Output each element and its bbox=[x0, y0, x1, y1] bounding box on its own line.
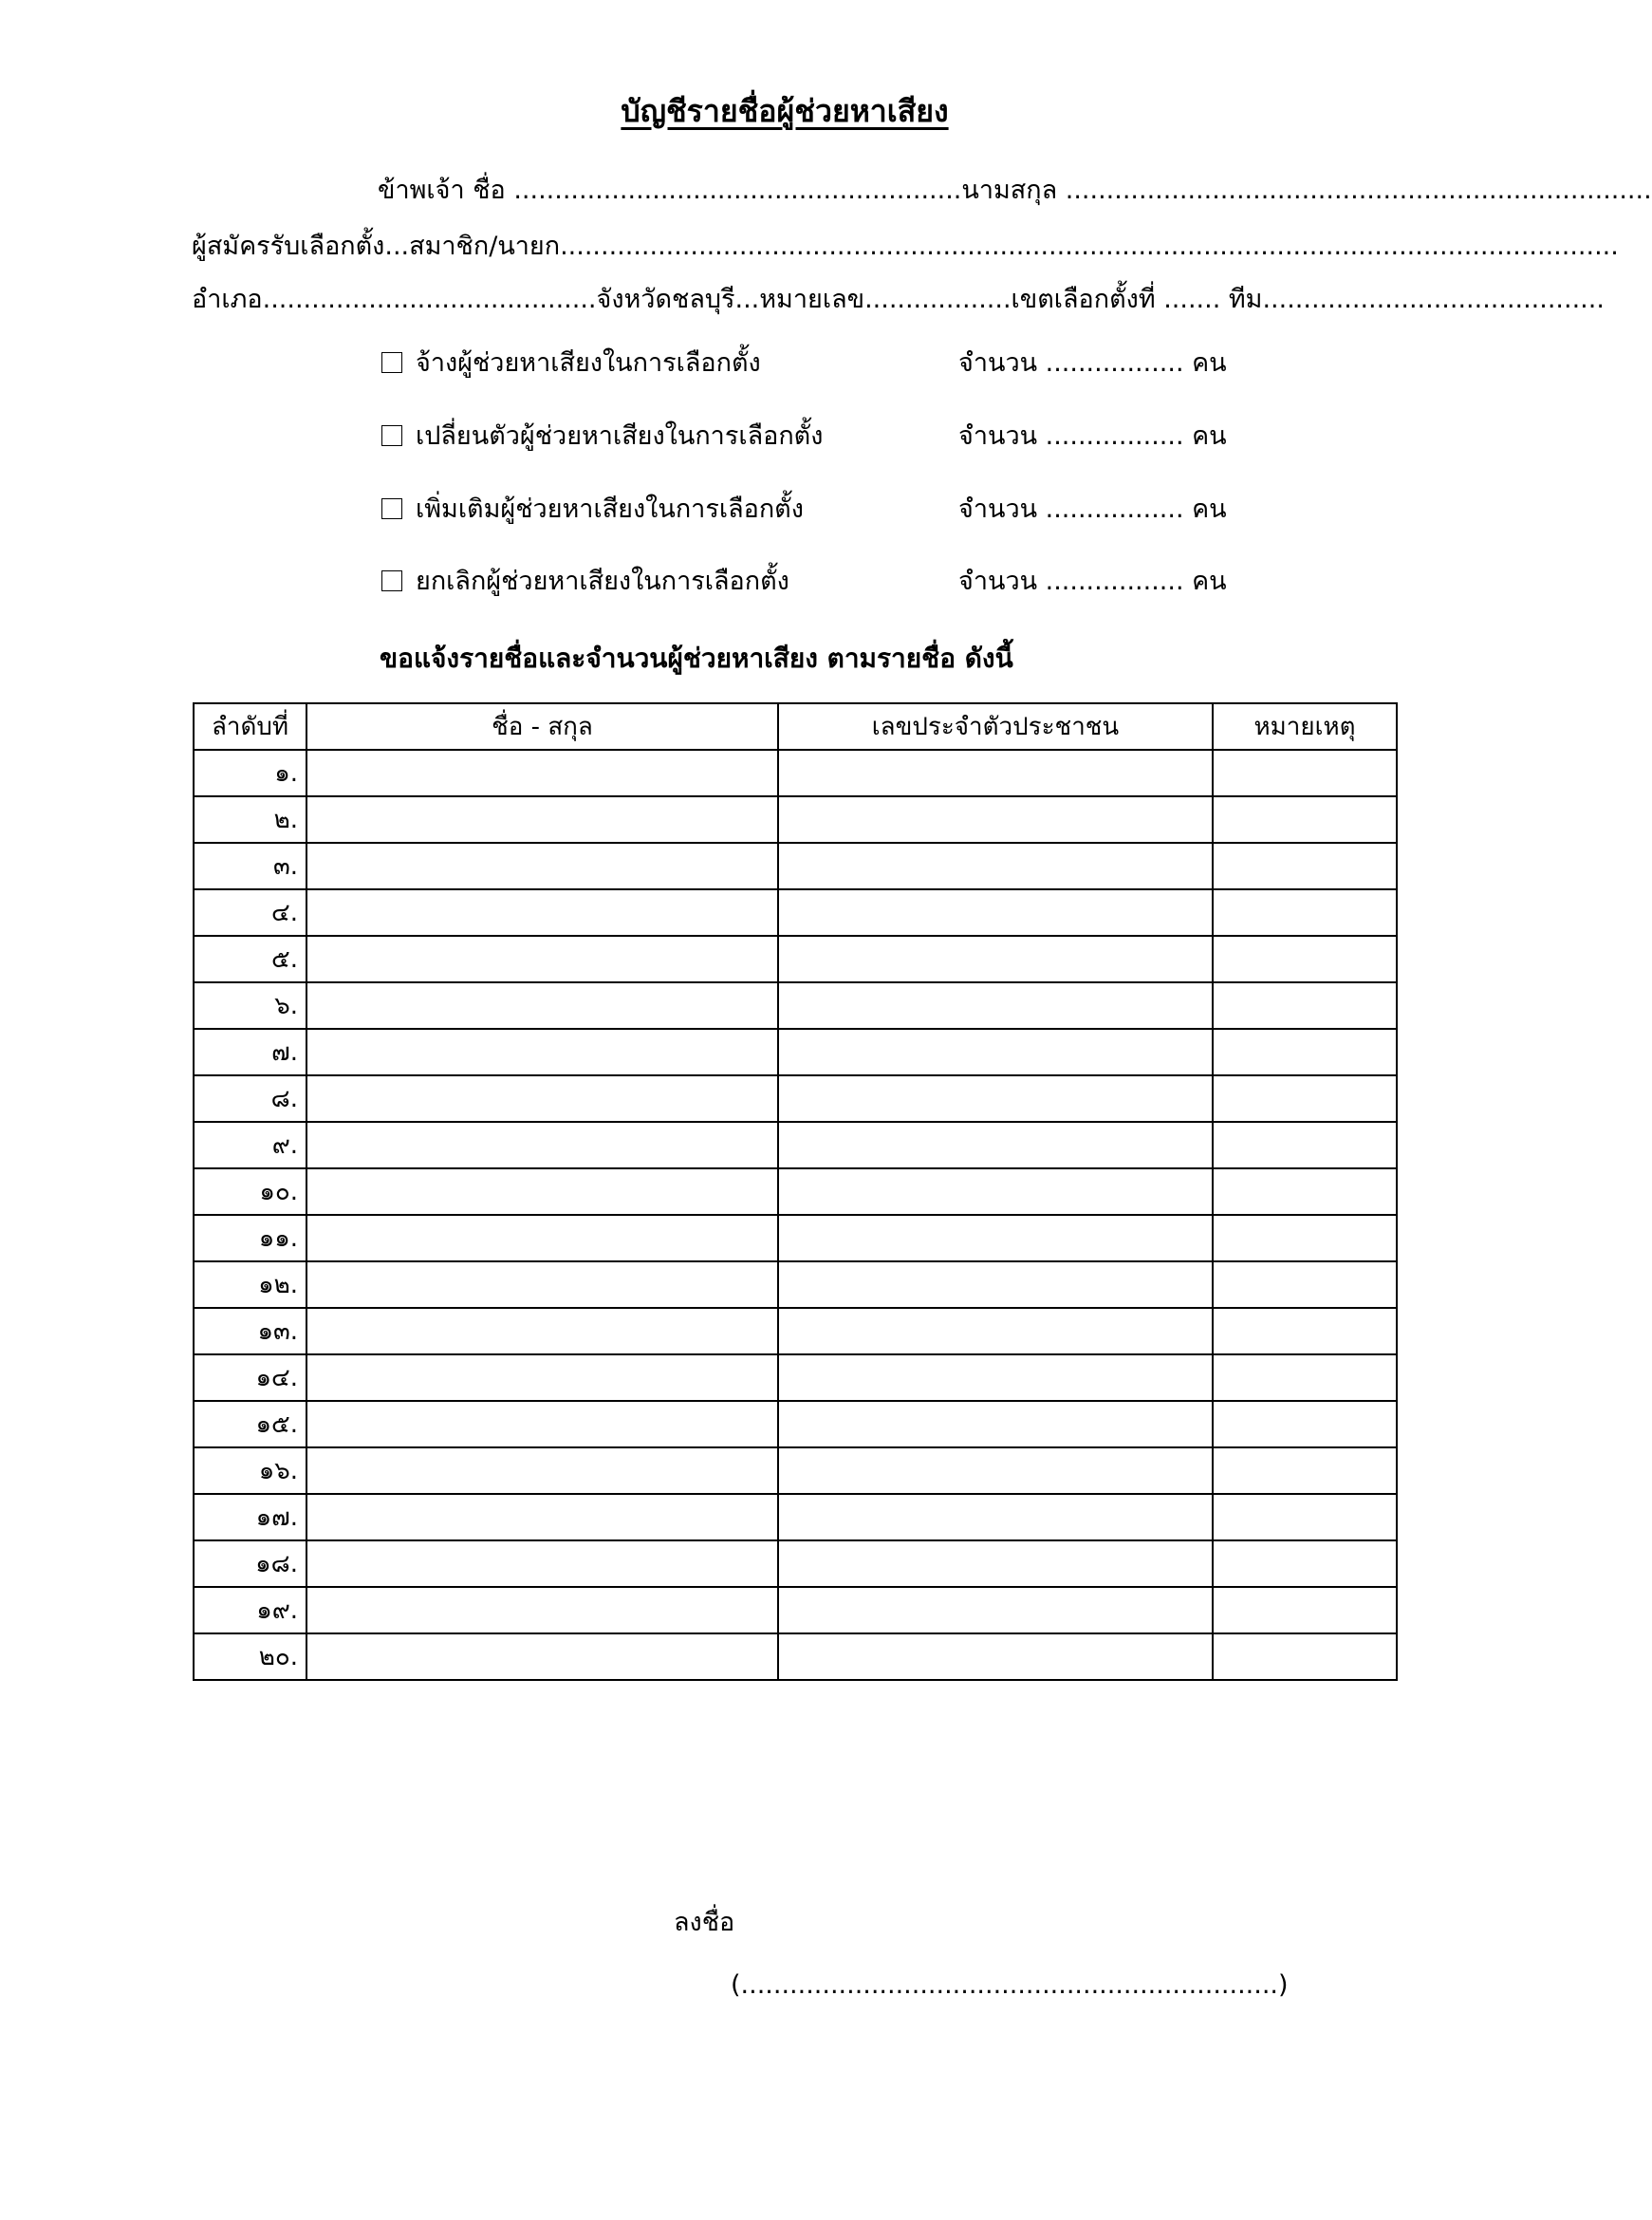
remarks-cell[interactable] bbox=[1213, 1029, 1397, 1075]
id-number-cell[interactable] bbox=[778, 936, 1213, 982]
district-province-line: อำเภอ.........................................จังหวัดชลบุรี...หมายเลข..................เขตเลือกตั้งที่ ....... ทีม.......................................... bbox=[192, 285, 1605, 314]
id-number-cell[interactable] bbox=[778, 1168, 1213, 1215]
id-number-cell[interactable] bbox=[778, 982, 1213, 1029]
row-number: ๑. bbox=[194, 750, 306, 796]
table-row bbox=[194, 843, 1397, 889]
table-row bbox=[194, 750, 1397, 796]
remarks-cell[interactable] bbox=[1213, 1494, 1397, 1540]
table-row bbox=[194, 1447, 1397, 1494]
id-number-cell[interactable] bbox=[778, 750, 1213, 796]
name-cell[interactable] bbox=[306, 1168, 778, 1215]
table-row bbox=[194, 1354, 1397, 1401]
remarks-cell[interactable] bbox=[1213, 1168, 1397, 1215]
name-cell[interactable] bbox=[306, 1122, 778, 1168]
row-number: ๔. bbox=[194, 889, 306, 936]
row-number: ๑๓. bbox=[194, 1308, 306, 1354]
remarks-cell[interactable] bbox=[1213, 889, 1397, 936]
name-cell[interactable] bbox=[306, 1540, 778, 1587]
table-row bbox=[194, 1029, 1397, 1075]
notice-heading: ขอแจ้งรายชื่อและจำนวนผู้ช่วยหาเสียง ตามรายชื่อ ดังนี้ bbox=[380, 643, 1013, 674]
table-row bbox=[194, 1308, 1397, 1354]
row-number: ๑๒. bbox=[194, 1261, 306, 1308]
table-row bbox=[194, 1633, 1397, 1680]
option-add[interactable] bbox=[381, 488, 804, 529]
remarks-cell[interactable] bbox=[1213, 1308, 1397, 1354]
remarks-cell[interactable] bbox=[1213, 843, 1397, 889]
candidate-position-line: ผู้สมัครรับเลือกตั้ง...สมาชิก/นายก.................................................................................................................................. bbox=[192, 232, 1619, 261]
header-remarks: หมายเหตุ bbox=[1213, 703, 1397, 750]
id-number-cell[interactable] bbox=[778, 1354, 1213, 1401]
row-number: ๑๖. bbox=[194, 1447, 306, 1494]
remarks-cell[interactable] bbox=[1213, 1354, 1397, 1401]
table-row bbox=[194, 1261, 1397, 1308]
id-number-cell[interactable] bbox=[778, 796, 1213, 843]
checkbox-icon[interactable] bbox=[381, 352, 402, 373]
remarks-cell[interactable] bbox=[1213, 1215, 1397, 1261]
table-row bbox=[194, 1122, 1397, 1168]
table-row bbox=[194, 936, 1397, 982]
id-number-cell[interactable] bbox=[778, 1540, 1213, 1587]
id-number-cell[interactable] bbox=[778, 1494, 1213, 1540]
name-cell[interactable] bbox=[306, 1587, 778, 1633]
id-number-cell[interactable] bbox=[778, 1401, 1213, 1447]
id-number-cell[interactable] bbox=[778, 1215, 1213, 1261]
row-number: ๘. bbox=[194, 1075, 306, 1122]
remarks-cell[interactable] bbox=[1213, 1633, 1397, 1680]
row-number: ๑๙. bbox=[194, 1587, 306, 1633]
table-row bbox=[194, 1540, 1397, 1587]
row-number: ๓. bbox=[194, 843, 306, 889]
name-cell[interactable] bbox=[306, 889, 778, 936]
row-number: ๑๐. bbox=[194, 1168, 306, 1215]
row-number: ๒. bbox=[194, 796, 306, 843]
row-number: ๑๘. bbox=[194, 1540, 306, 1587]
assistant-roster-table bbox=[193, 702, 1398, 1681]
row-number: ๖. bbox=[194, 982, 306, 1029]
option-cancel-quantity: จำนวน ................. คน bbox=[958, 567, 1227, 596]
signature-label: ลงชื่อ bbox=[674, 1908, 735, 1937]
name-cell[interactable] bbox=[306, 1308, 778, 1354]
table-row bbox=[194, 982, 1397, 1029]
name-cell[interactable] bbox=[306, 982, 778, 1029]
row-number: ๒๐. bbox=[194, 1633, 306, 1680]
table-row bbox=[194, 1215, 1397, 1261]
id-number-cell[interactable] bbox=[778, 1447, 1213, 1494]
name-cell[interactable] bbox=[306, 1215, 778, 1261]
table-row bbox=[194, 796, 1397, 843]
name-cell[interactable] bbox=[306, 843, 778, 889]
id-number-cell[interactable] bbox=[778, 1122, 1213, 1168]
remarks-cell[interactable] bbox=[1213, 1447, 1397, 1494]
id-number-cell[interactable] bbox=[778, 1308, 1213, 1354]
remarks-cell[interactable] bbox=[1213, 1261, 1397, 1308]
option-label: เพิ่มเติมผู้ช่วยหาเสียงในการเลือกตั้ง bbox=[416, 494, 804, 524]
name-cell[interactable] bbox=[306, 936, 778, 982]
row-number: ๑๕. bbox=[194, 1401, 306, 1447]
remarks-cell[interactable] bbox=[1213, 1587, 1397, 1633]
name-cell[interactable] bbox=[306, 1029, 778, 1075]
checkbox-icon[interactable] bbox=[381, 425, 402, 446]
option-label: เปลี่ยนตัวผู้ช่วยหาเสียงในการเลือกตั้ง bbox=[416, 421, 824, 451]
applicant-name-line: ข้าพเจ้า ชื่อ .......................................................นามสกุล ........................................................................ bbox=[378, 176, 1652, 205]
signature-name-line: (..................................................................) bbox=[731, 1970, 1289, 2000]
document-title: บัญชีรายชื่อผู้ช่วยหาเสียง bbox=[621, 93, 949, 129]
option-cancel[interactable] bbox=[381, 560, 789, 601]
remarks-cell[interactable] bbox=[1213, 796, 1397, 843]
id-number-cell[interactable] bbox=[778, 1633, 1213, 1680]
name-cell[interactable] bbox=[306, 1261, 778, 1308]
remarks-cell[interactable] bbox=[1213, 750, 1397, 796]
remarks-cell[interactable] bbox=[1213, 982, 1397, 1029]
table-row bbox=[194, 1168, 1397, 1215]
name-cell[interactable] bbox=[306, 1633, 778, 1680]
remarks-cell[interactable] bbox=[1213, 1122, 1397, 1168]
name-cell[interactable] bbox=[306, 796, 778, 843]
name-cell[interactable] bbox=[306, 1401, 778, 1447]
row-number: ๑๑. bbox=[194, 1215, 306, 1261]
option-label: จ้างผู้ช่วยหาเสียงในการเลือกตั้ง bbox=[416, 348, 761, 378]
table-row bbox=[194, 1494, 1397, 1540]
checkbox-icon[interactable] bbox=[381, 570, 402, 591]
table-row bbox=[194, 889, 1397, 936]
remarks-cell[interactable] bbox=[1213, 1401, 1397, 1447]
table-row bbox=[194, 1401, 1397, 1447]
header-full-name: ชื่อ - สกุล bbox=[306, 703, 778, 750]
option-replace[interactable] bbox=[381, 415, 823, 456]
header-order: ลำดับที่ bbox=[194, 703, 306, 750]
header-id-number: เลขประจำตัวประชาชน bbox=[778, 703, 1213, 750]
id-number-cell[interactable] bbox=[778, 1587, 1213, 1633]
row-number: ๑๗. bbox=[194, 1494, 306, 1540]
row-number: ๕. bbox=[194, 936, 306, 982]
option-replace-quantity: จำนวน ................. คน bbox=[958, 421, 1227, 451]
remarks-cell[interactable] bbox=[1213, 1540, 1397, 1587]
table-row bbox=[194, 1075, 1397, 1122]
remarks-cell[interactable] bbox=[1213, 936, 1397, 982]
name-cell[interactable] bbox=[306, 1447, 778, 1494]
id-number-cell[interactable] bbox=[778, 889, 1213, 936]
option-label: ยกเลิกผู้ช่วยหาเสียงในการเลือกตั้ง bbox=[416, 567, 789, 596]
id-number-cell[interactable] bbox=[778, 1261, 1213, 1308]
name-cell[interactable] bbox=[306, 1494, 778, 1540]
row-number: ๑๔. bbox=[194, 1354, 306, 1401]
table-row bbox=[194, 1587, 1397, 1633]
name-cell[interactable] bbox=[306, 750, 778, 796]
checkbox-icon[interactable] bbox=[381, 498, 402, 519]
name-cell[interactable] bbox=[306, 1354, 778, 1401]
table-header-row bbox=[194, 703, 1397, 750]
id-number-cell[interactable] bbox=[778, 843, 1213, 889]
name-cell[interactable] bbox=[306, 1075, 778, 1122]
id-number-cell[interactable] bbox=[778, 1029, 1213, 1075]
id-number-cell[interactable] bbox=[778, 1075, 1213, 1122]
option-add-quantity: จำนวน ................. คน bbox=[958, 494, 1227, 524]
option-hire[interactable] bbox=[381, 342, 761, 382]
remarks-cell[interactable] bbox=[1213, 1075, 1397, 1122]
option-hire-quantity: จำนวน ................. คน bbox=[958, 348, 1227, 378]
row-number: ๙. bbox=[194, 1122, 306, 1168]
row-number: ๗. bbox=[194, 1029, 306, 1075]
